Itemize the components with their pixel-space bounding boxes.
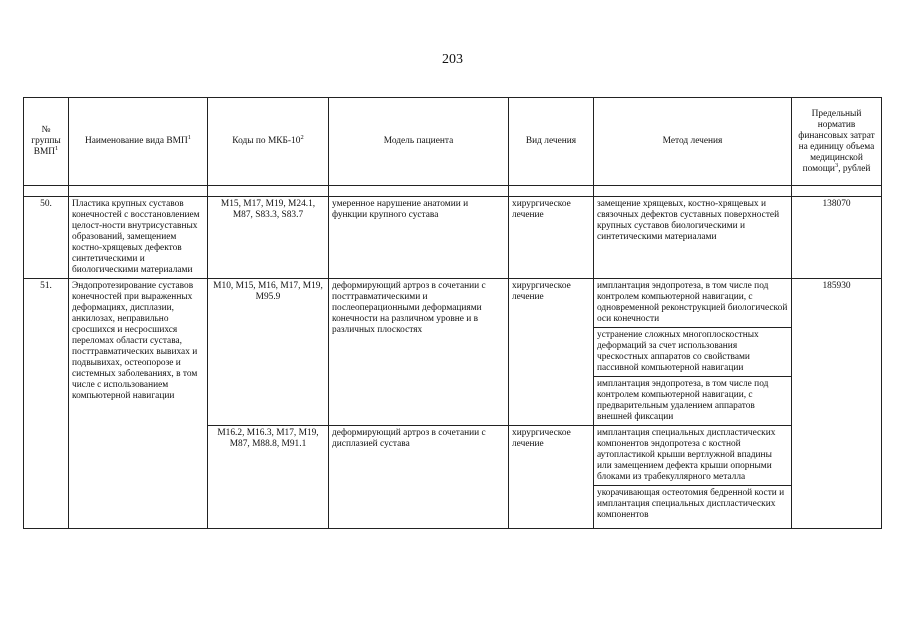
treatment-method xyxy=(594,486,792,529)
row-number: 51. xyxy=(24,279,69,529)
header-codes: Коды по МКБ-$10^2$ xyxy=(208,98,329,186)
icd-codes: M15, M17, M19, M24.1, M87, S83.3, S83.7 xyxy=(208,197,329,279)
icd-codes: M16.2, M16.3, M17, M19, M87, M88.8, M91.1 xyxy=(208,426,329,529)
icd-codes: M10, M15, M16, M17, M19, M95.9 xyxy=(208,279,329,426)
treatment-type: хирургическое лечение xyxy=(509,279,594,426)
treatment-method-text: укорачивающая остеотомия бедренной кости и имплантация специальных диспластических компонентов xyxy=(597,488,785,520)
treatment-method: устранение сложных многоплоскостных деформаций за счет использования чрескостных аппаратов со свойствами пассивной компьютерной навигации xyxy=(594,328,792,377)
treatment-method: имплантация специальных диспластических компонентов эндопротеза с костной аутопластикой крыши вертлужной впадины или замещением дефекта крыши опорными блоками из трабекуллярного металла xyxy=(594,426,792,486)
vmp-name: Пластика крупных суставов конечностей с восстановлением целост-ности внутрисуставных образований, замещением костно-хрящевых дефектов синтетическими и биологическими материалами xyxy=(69,197,208,279)
header-group-no: № группы ВМП$^1$ xyxy=(24,98,69,186)
spacer-row xyxy=(24,186,882,197)
patient-model: деформирующий артроз в сочетании с дисплазией сустава xyxy=(329,426,509,529)
header-price: Предельный норматив финансовых затрат на единицу объема медицинской помощи$^3$, рублей xyxy=(792,98,882,186)
vmp-table xyxy=(23,97,882,529)
table-row-50 xyxy=(24,197,882,279)
price: 138070 xyxy=(792,197,882,279)
treatment-type: хирургическое лечение xyxy=(509,426,594,529)
vmp-name: Эндопротезирование суставов конечностей при выраженных деформациях, дисплазии, анкилозах, неправильно сросшихся и несросшихся переломах области сустава, посттравматических вывихах и подвывихах, остеопорозе и системных заболеваниях, в том числе с использованием компьютерной навигации xyxy=(69,279,208,529)
header-treatment-type: Вид лечения xyxy=(509,98,594,186)
patient-model: умеренное нарушение анатомии и функции крупного сустава xyxy=(329,197,509,279)
table-header-row xyxy=(24,98,882,186)
header-name: Наименование вида ВМП$^1$ xyxy=(69,98,208,186)
treatment-method: имплантация эндопротеза, в том числе под контролем компьютерной навигации, с предварительным удалением аппаратов внешней фиксации xyxy=(594,377,792,426)
row-number: 50. xyxy=(24,197,69,279)
table-row-51 xyxy=(24,279,882,328)
page-number: 203 xyxy=(442,52,463,67)
treatment-method: замещение хрящевых, костно-хрящевых и связочных дефектов суставных поверхностей крупных суставов биологическими и синтетическими материалами xyxy=(594,197,792,279)
price: 185930 xyxy=(792,279,882,529)
treatment-method: имплантация эндопротеза, в том числе под контролем компьютерной навигации, с одновременной реконструкцией биологической оси конечности xyxy=(594,279,792,328)
treatment-type: хирургическое лечение xyxy=(509,197,594,279)
patient-model: деформирующий артроз в сочетании с посттравматическими и послеоперационными деформациями конечности на различном уровне и в различных плоскостях xyxy=(329,279,509,426)
header-model: Модель пациента xyxy=(329,98,509,186)
header-method: Метод лечения xyxy=(594,98,792,186)
